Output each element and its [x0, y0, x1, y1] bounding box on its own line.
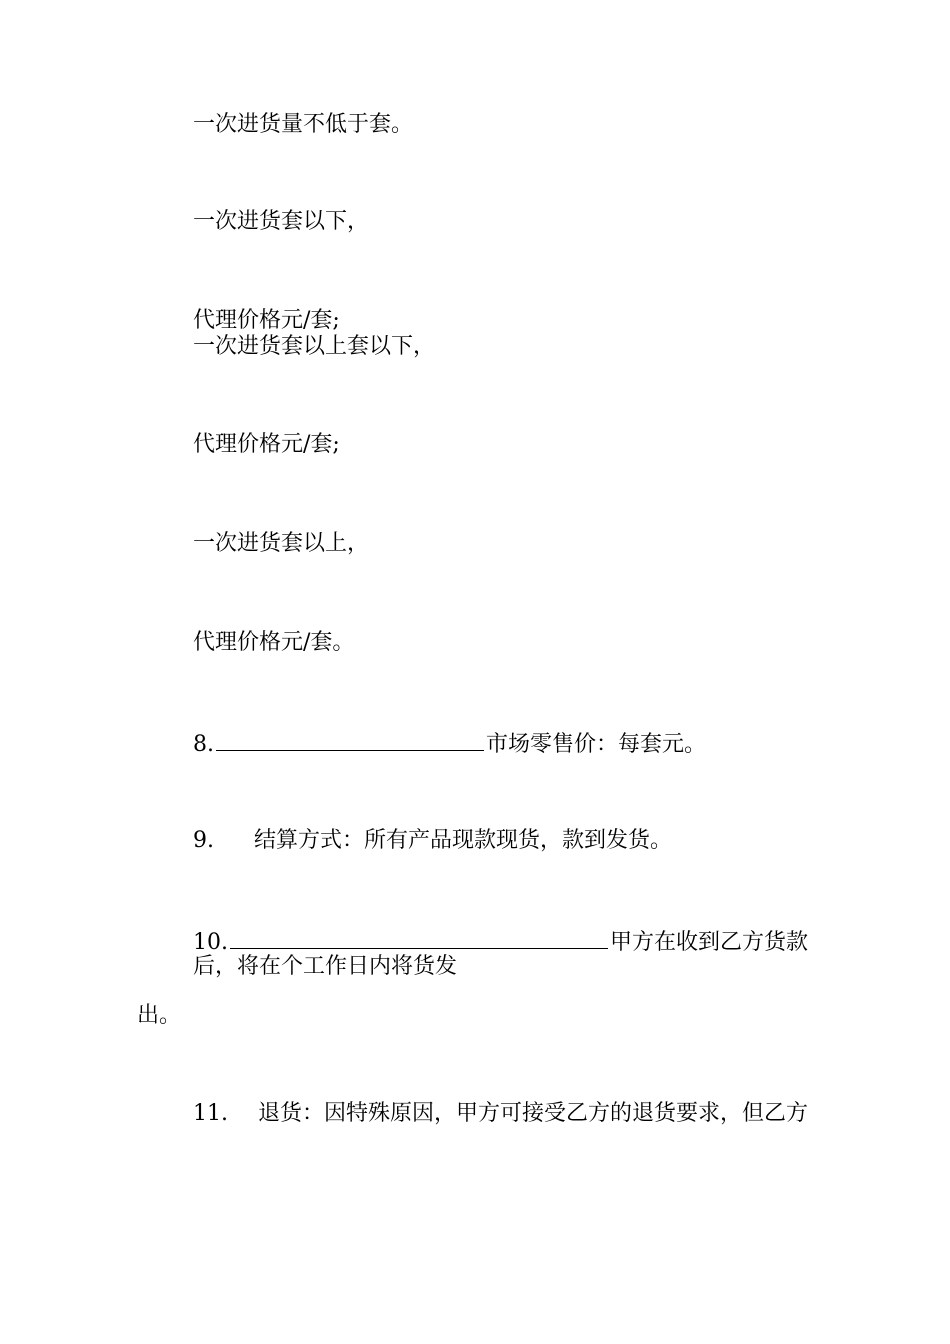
- item-11-text: 退货：因特殊原因，甲方可接受乙方的退货要求，但乙方: [258, 1101, 809, 1126]
- item-10: [193, 928, 808, 956]
- tier-3-quantity-line: 一次进货套以上，: [193, 531, 370, 556]
- item-11: [193, 1101, 808, 1127]
- item-9-number: 9.: [193, 828, 214, 853]
- item-10-number: 10.: [193, 930, 228, 955]
- item-8: [193, 730, 706, 758]
- item-10-end: 出。: [137, 1003, 182, 1028]
- item-8-text: 市场零售价：每套元。: [486, 732, 707, 757]
- item-10-text: 甲方在收到乙方货款: [610, 930, 809, 955]
- item-10-continuation: 后，将在个工作日内将货发: [193, 954, 458, 979]
- item-10-blank: [230, 928, 608, 949]
- item-8-blank: [216, 730, 484, 751]
- tier-3-price-line: 代理价格元/套。: [193, 630, 355, 655]
- tier-1-quantity-line: 一次进货套以下，: [193, 209, 370, 234]
- min-order-line: 一次进货量不低于套。: [193, 112, 414, 137]
- item-9: [193, 828, 672, 854]
- item-9-text: 结算方式：所有产品现款现货，款到发货。: [254, 828, 673, 853]
- tier-1-price-line: 代理价格元/套;: [193, 308, 340, 333]
- tier-2-quantity-line: 一次进货套以上套以下，: [193, 334, 436, 359]
- item-11-number: 11.: [193, 1101, 228, 1126]
- item-8-number: 8.: [193, 732, 214, 757]
- tier-2-price-line: 代理价格元/套;: [193, 432, 340, 457]
